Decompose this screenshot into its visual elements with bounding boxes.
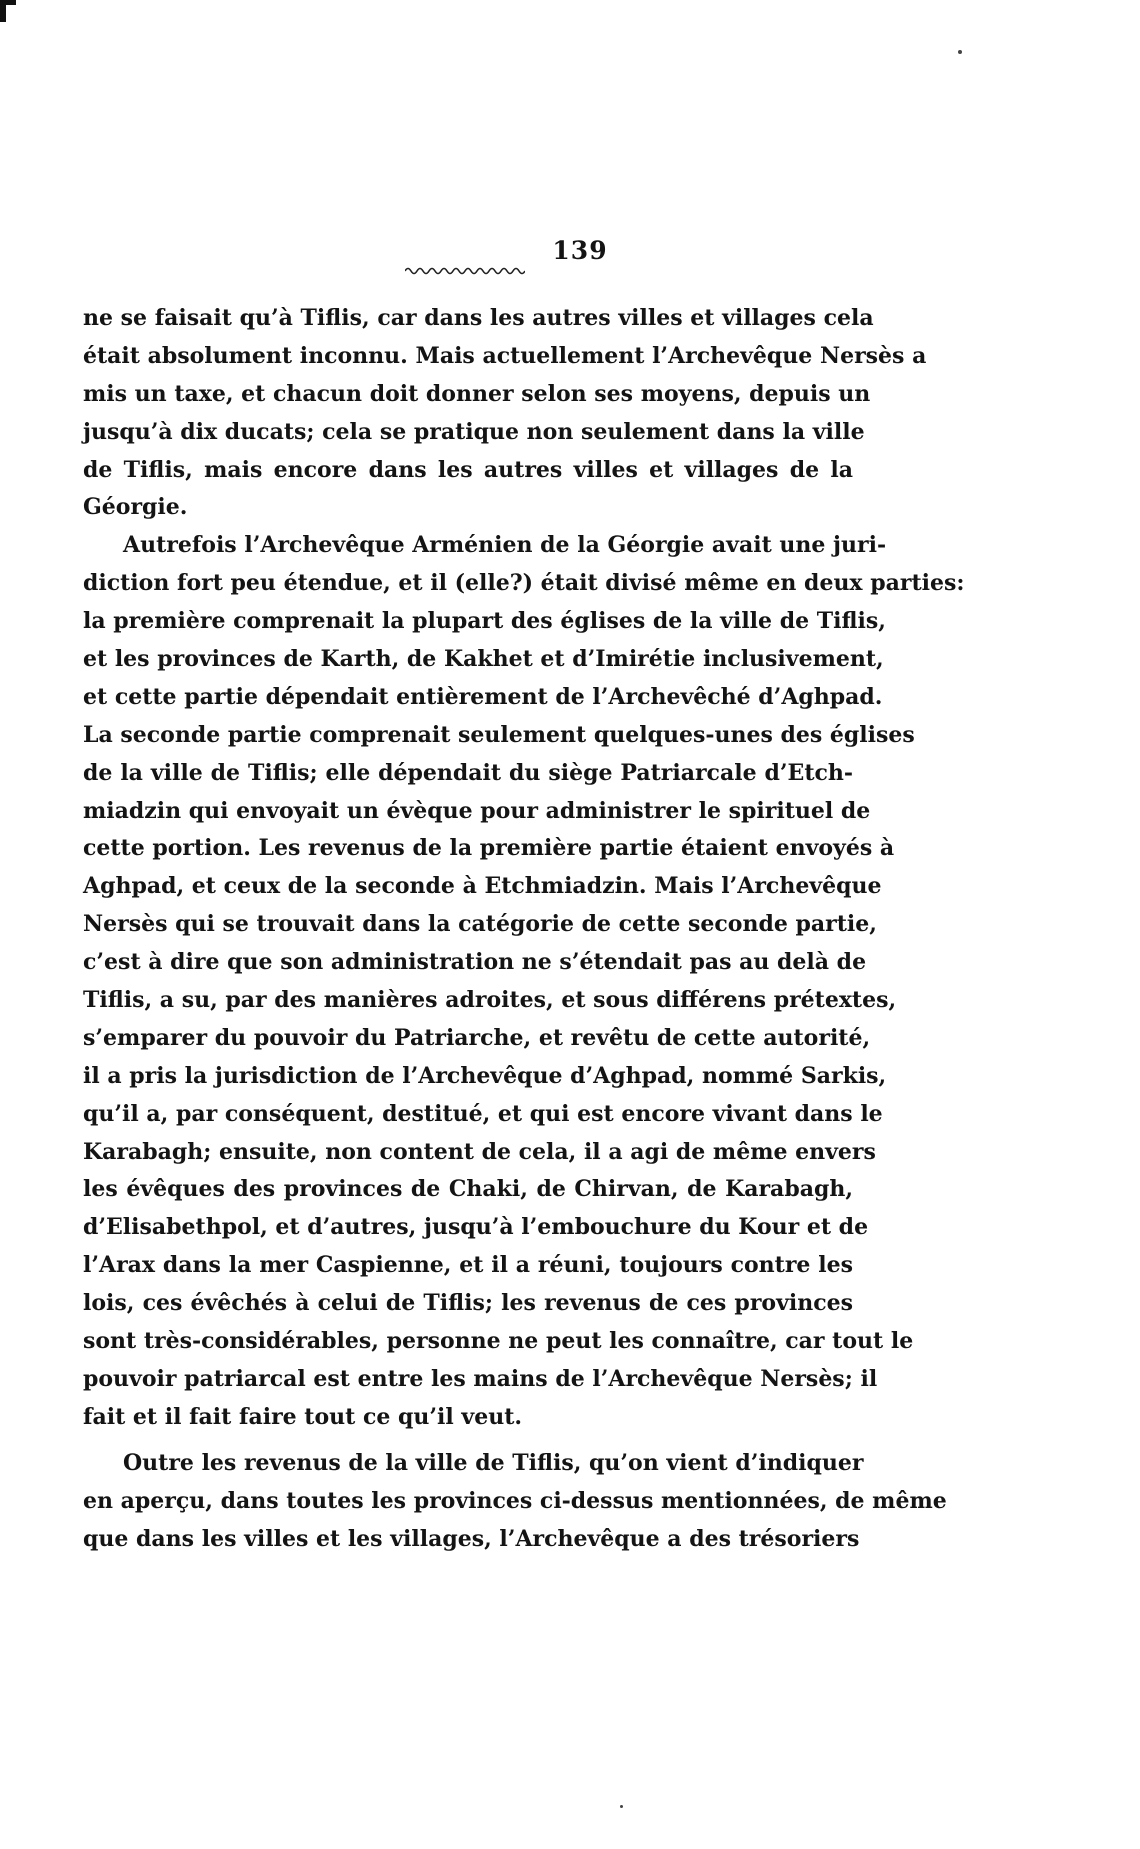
- text-line: il a pris la jurisdiction de l’Archevêque d’Aghpad, nommé Sarkis,: [83, 1062, 887, 1089]
- text-line: et cette partie dépendait entièrement de l’Archevêché d’Aghpad.: [83, 683, 883, 710]
- text-line: fait et il fait faire tout ce qu’il veut.: [83, 1403, 523, 1430]
- paragraph-3: [83, 1445, 947, 1559]
- text-line: et les provinces de Karth, de Kakhet et d’Imirétie inclusivement,: [83, 646, 884, 673]
- text-line: miadzin qui envoyait un évèque pour administrer le spirituel de: [83, 797, 871, 824]
- text-line: Géorgie.: [83, 494, 188, 521]
- text-line: de Tiflis, mais encore dans les autres villes et villages de la: [83, 456, 853, 483]
- text-line: s’emparer du pouvoir du Patriarche, et revêtu de cette autorité,: [83, 1024, 871, 1051]
- text-line: était absolument inconnu. Mais actuellement l’Archevêque Nersès a: [83, 342, 927, 369]
- text-line: Aghpad, et ceux de la seconde à Etchmiadzin. Mais l’Archevêque: [83, 873, 882, 900]
- text-line: Nersès qui se trouvait dans la catégorie de cette seconde partie,: [83, 911, 877, 938]
- text-line: Autrefois l’Archevêque Arménien de la Géorgie avait une juri-: [123, 532, 887, 559]
- text-line: de la ville de Tiflis; elle dépendait du siège Patriarcale d’Etch-: [83, 759, 853, 786]
- text-line: mis un taxe, et chacun doit donner selon ses moyens, depuis un: [83, 380, 871, 407]
- text-line: lois, ces évêchés à celui de Tiflis; les revenus de ces provinces: [83, 1290, 853, 1317]
- text-line: pouvoir patriarcal est entre les mains de l’Archevêque Nersès; il: [83, 1365, 878, 1392]
- speck-bottom: [620, 1805, 623, 1808]
- paragraph-1: [83, 300, 927, 527]
- text-line: sont très-considérables, personne ne peut les connaître, car tout le: [83, 1328, 914, 1355]
- text-line: c’est à dire que son administration ne s’étendait pas au delà de: [83, 949, 867, 976]
- wavy-rule-ornament: [405, 266, 525, 276]
- page-number: 139: [552, 236, 608, 265]
- text-line: les évêques des provinces de Chaki, de Chirvan, de Karabagh,: [83, 1176, 853, 1203]
- text-line: l’Arax dans la mer Caspienne, et il a réuni, toujours contre les: [83, 1252, 853, 1279]
- speck-top-right: [958, 50, 962, 54]
- text-line: cette portion. Les revenus de la première partie étaient envoyés à: [83, 835, 895, 862]
- text-line: Karabagh; ensuite, non content de cela, il a agi de même envers: [83, 1138, 876, 1165]
- text-line: La seconde partie comprenait seulement quelques-unes des églises: [83, 721, 915, 748]
- text-line: la première comprenait la plupart des églises de la ville de Tiflis,: [83, 608, 886, 635]
- corner-mark-icon: [0, 0, 16, 22]
- text-line: que dans les villes et les villages, l’Archevêque a des trésoriers: [83, 1525, 860, 1552]
- page-header: [0, 236, 1140, 265]
- text-line: jusqu’à dix ducats; cela se pratique non seulement dans la ville: [83, 418, 865, 445]
- text-line: en aperçu, dans toutes les provinces ci-dessus mentionnées, de même: [83, 1487, 947, 1514]
- text-line: Tiflis, a su, par des manières adroites, et sous différens prétextes,: [83, 987, 897, 1014]
- text-line: qu’il a, par conséquent, destitué, et qui est encore vivant dans le: [83, 1100, 883, 1127]
- paragraph-spacer: [83, 1437, 853, 1445]
- paragraph-2: [83, 527, 965, 1436]
- body-text: [83, 300, 965, 1558]
- text-line: ne se faisait qu’à Tiflis, car dans les autres villes et villages cela: [83, 305, 874, 331]
- text-line: diction fort peu étendue, et il (elle?) était divisé même en deux parties:: [83, 570, 965, 597]
- text-line: Outre les revenus de la ville de Tiflis, qu’on vient d’indiquer: [123, 1449, 864, 1476]
- text-line: d’Elisabethpol, et d’autres, jusqu’à l’embouchure du Kour et de: [83, 1214, 869, 1241]
